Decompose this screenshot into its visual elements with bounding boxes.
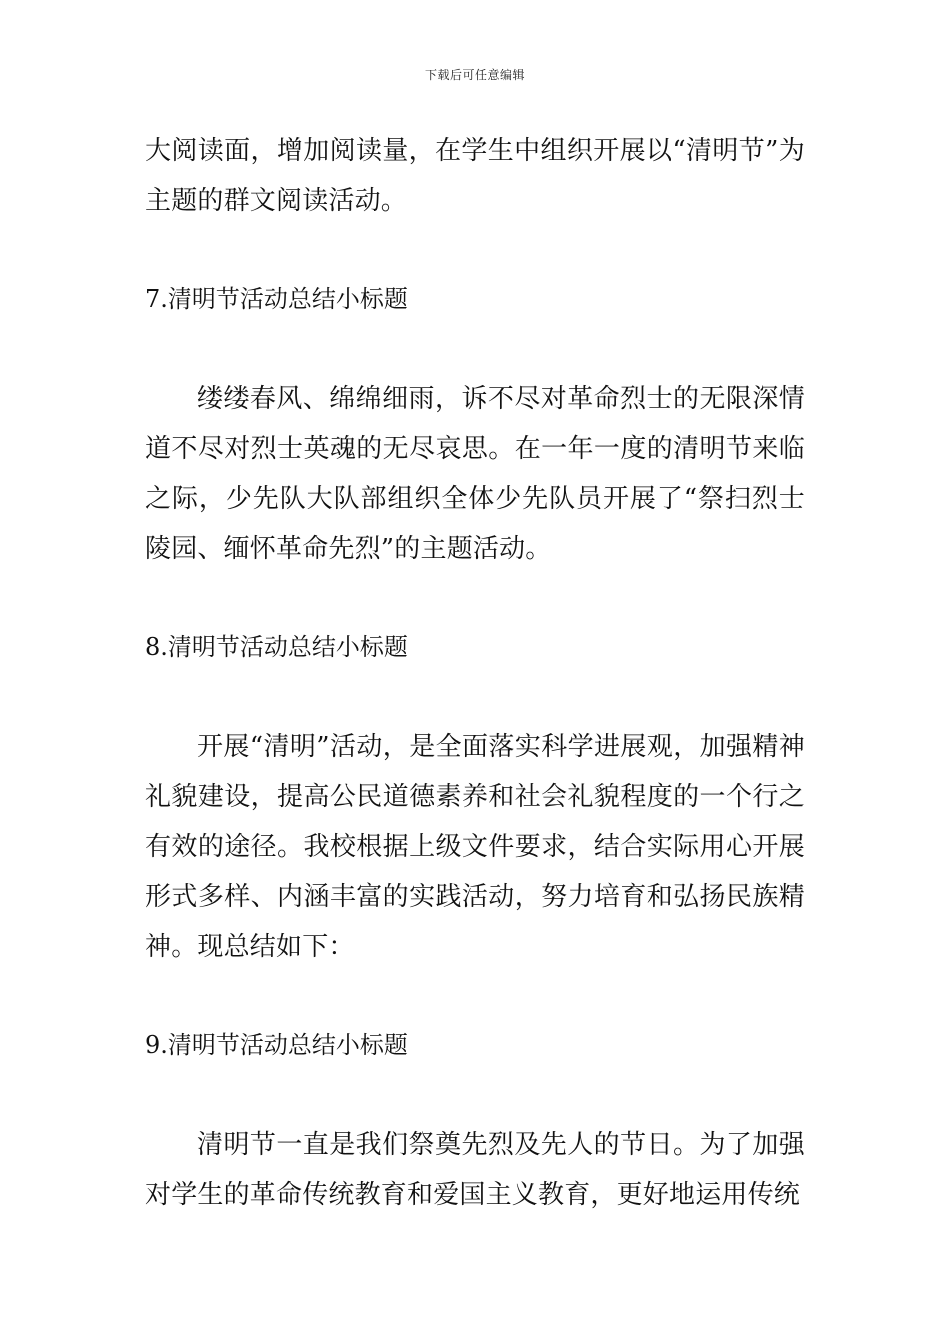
spacer	[145, 226, 805, 274]
section-heading-7: 7.清明节活动总结小标题	[145, 285, 408, 313]
header-note: 下载后可任意编辑	[424, 68, 525, 82]
section-heading-8: 8.清明节活动总结小标题	[145, 633, 408, 661]
document-body	[145, 126, 805, 1220]
section-body-7: 缕缕春风、绵绵细雨，诉不尽对革命烈士的无限深情道不尽对烈士英魂的无尽哀思。在一年一度的清明节来临之际，少先队大队部组织全体少先队员开展了“祭扫烈士陵园、缅怀革命先烈”的主题活动。	[145, 384, 805, 564]
spacer	[145, 1070, 805, 1120]
section-body-8: 开展“清明”活动，是全面落实科学进展观，加强精神礼貌建设，提高公民道德素养和社会礼貌程度的一个行之有效的途径。我校根据上级文件要求，结合实际用心开展形式多样、内涵丰富的实践活动，努力培育和弘扬民族精神。现总结如下：	[145, 732, 805, 962]
section-heading-9: 9.清明节活动总结小标题	[145, 1031, 408, 1059]
spacer	[145, 324, 805, 374]
section-body-9: 清明节一直是我们祭奠先烈及先人的节日。为了加强对学生的革命传统教育和爱国主义教育，更好地运用传统	[145, 1130, 805, 1210]
spacer	[145, 972, 805, 1020]
paragraph-continuation: 大阅读面，增加阅读量，在学生中组织开展以“清明节”为主题的群文阅读活动。	[145, 136, 805, 216]
spacer	[145, 574, 805, 622]
spacer	[145, 672, 805, 722]
